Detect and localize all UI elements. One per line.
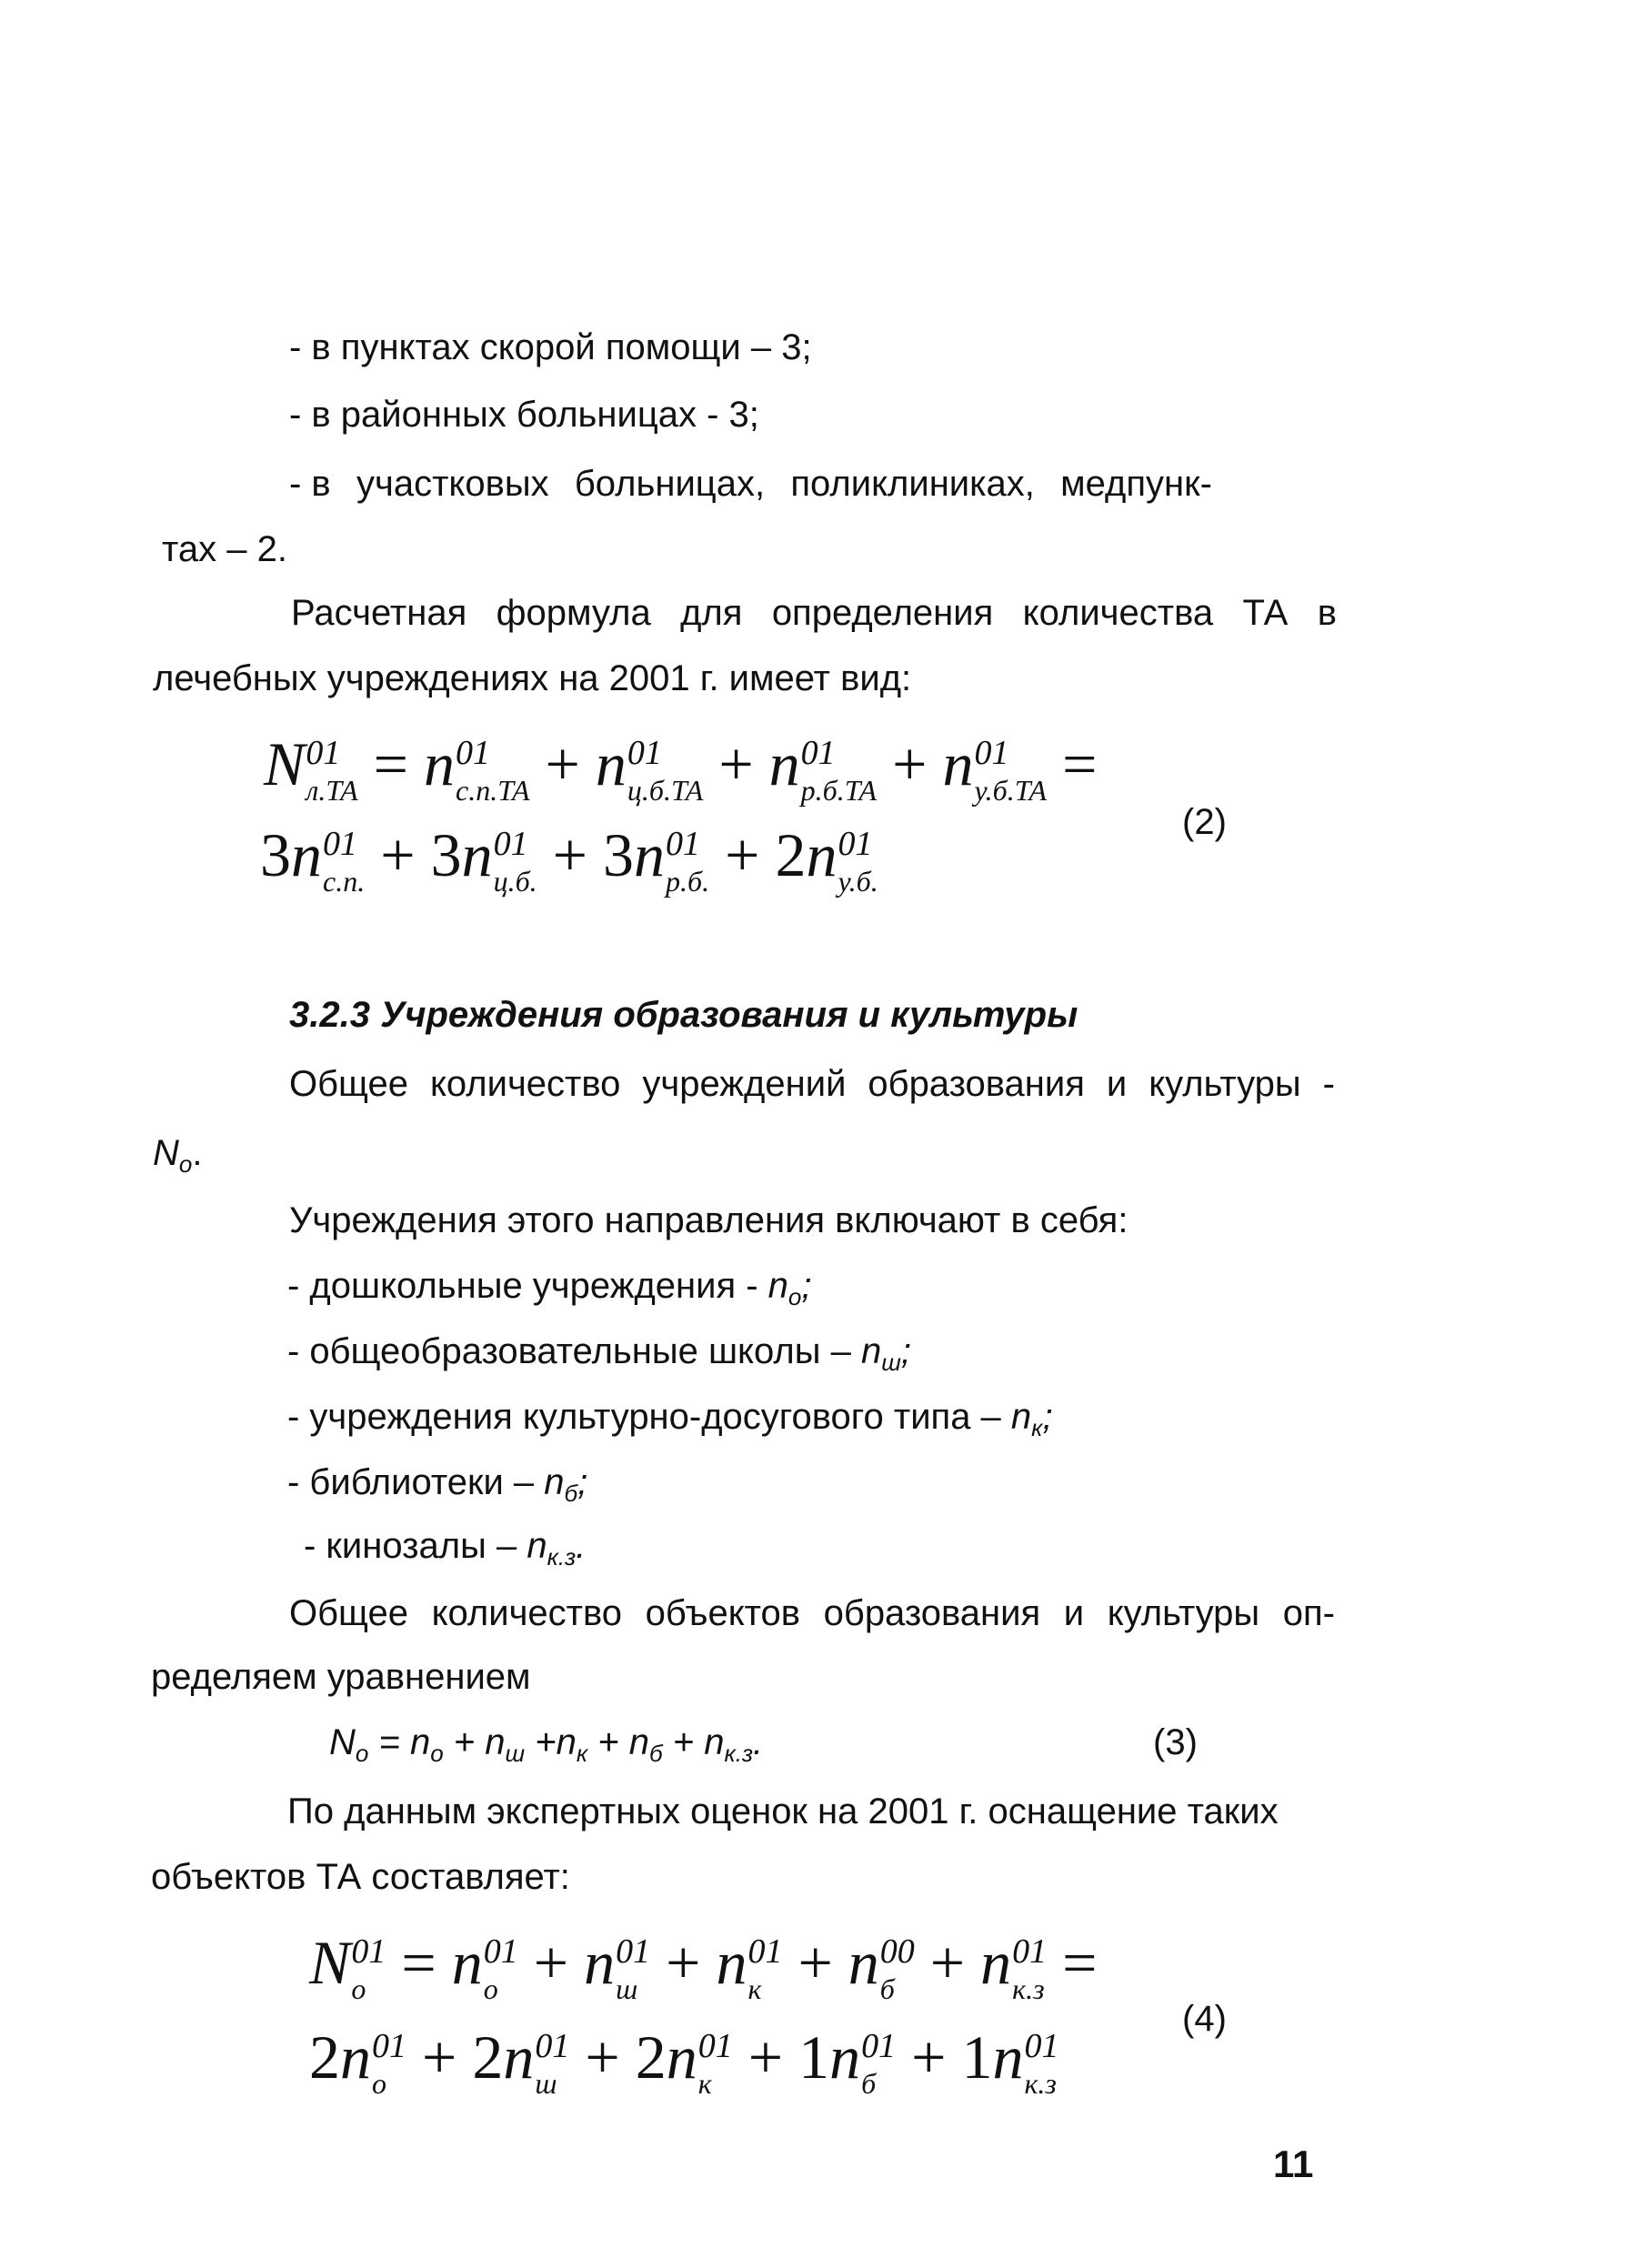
variable: n: [704, 1722, 725, 1762]
paragraph: Расчетная формула для определения количества ТА в: [291, 593, 1337, 633]
subscript: к.з: [1012, 1972, 1045, 2006]
subscript: o: [430, 1740, 444, 1767]
variable: n: [716, 1928, 747, 1997]
subscript: л.ТА: [306, 774, 358, 808]
paragraph-line: ределяем уравнением: [151, 1657, 531, 1697]
page-number: 11: [1273, 2143, 1314, 2185]
variable: n: [942, 729, 974, 798]
superscript: 01: [493, 825, 528, 864]
variable: n: [584, 1928, 616, 1997]
operator: +: [365, 820, 431, 889]
superscript: 01: [697, 2027, 733, 2066]
indices: [494, 827, 537, 896]
paragraph: Общее количество объектов образования и культуры оп-: [289, 1593, 1335, 1633]
superscript: 01: [800, 734, 836, 773]
subscript: у.б.ТА: [974, 774, 1048, 808]
indices: [351, 1932, 386, 2006]
variable: N: [329, 1722, 356, 1762]
list-item: - учреждения культурно-досугового типа – $n_к$;: [287, 1397, 1053, 1441]
variable: n: [992, 2022, 1024, 2092]
variable: n: [291, 820, 322, 889]
term: [980, 1928, 1048, 2006]
superscript: 01: [351, 1932, 386, 1972]
list-item: - в участковых больницах, поликлиниках, медпунк-: [289, 464, 1212, 504]
subscript: р.б.: [666, 865, 710, 898]
operator: +: [732, 2022, 799, 2092]
indices: [974, 734, 1048, 808]
subscript: к: [576, 1740, 588, 1767]
list-item: - в пунктах скорой помощи – 3;: [289, 327, 812, 367]
subscript: к.з: [724, 1740, 754, 1767]
indices: [456, 734, 530, 808]
subscript: ц.б.ТА: [627, 774, 704, 808]
variable-label: $N_o$.: [153, 1133, 203, 1178]
list-item: - кинозалы – $n_{к.з}$.: [304, 1526, 587, 1571]
coefficient: 2: [775, 820, 807, 889]
indices: [483, 1932, 518, 2006]
variable: N: [309, 1928, 351, 1997]
coefficient: 3: [260, 820, 291, 889]
indices: [323, 827, 365, 896]
list-item: - дошкольные учреждения - $n_o$;: [287, 1266, 812, 1310]
operator: =: [368, 1722, 410, 1762]
operator: +: [569, 2022, 636, 2092]
indices: [800, 734, 878, 808]
coefficient: 3: [430, 820, 462, 889]
operator: +: [517, 1928, 585, 1997]
list-item: - библиотеки – $n_б$;: [287, 1462, 588, 1507]
indices: [666, 827, 709, 896]
subscript: р.б.ТА: [800, 774, 878, 808]
superscript: 01: [323, 825, 357, 864]
superscript: 01: [666, 825, 701, 864]
variable: n: [340, 2022, 371, 2092]
paragraph: Общее количество учреждений образования и культуры -: [289, 1064, 1335, 1104]
superscript: 01: [456, 734, 490, 773]
equation-number: (4): [1182, 1999, 1227, 2039]
indices: [372, 2027, 406, 2101]
superscript: 01: [483, 1932, 518, 1972]
subscript: б: [861, 2067, 877, 2101]
variable: n: [424, 729, 455, 798]
subscript: б: [648, 1740, 663, 1767]
paragraph-line: объектов ТА составляет:: [151, 1857, 570, 1897]
equation-2-line-1: [264, 728, 1113, 808]
variable: n: [628, 1722, 649, 1762]
term: [942, 729, 1048, 808]
punctuation: .: [753, 1722, 764, 1762]
variable: n: [829, 2022, 861, 2092]
superscript: 01: [1012, 1932, 1048, 1972]
subscript: с.п.: [323, 865, 366, 898]
operator: =: [357, 729, 424, 798]
indices: [861, 2027, 897, 2101]
coefficient: 1: [961, 2022, 993, 2092]
indices: [1024, 2027, 1059, 2101]
superscript: 01: [616, 1932, 651, 1972]
operator: +: [877, 729, 943, 798]
variable: n: [980, 1928, 1012, 1997]
operator: +: [406, 2022, 473, 2092]
variable: n: [556, 1722, 577, 1762]
variable: n: [503, 2022, 535, 2092]
superscript: 01: [306, 734, 341, 773]
term: [848, 1928, 915, 2006]
term: [451, 1928, 518, 2006]
equation-4-line-1: [309, 1926, 1113, 2006]
variable: n: [409, 1722, 431, 1762]
equation-3: [329, 1721, 763, 1775]
term: [768, 729, 878, 808]
lhs-term: [309, 1928, 386, 2006]
operator: =: [1047, 1928, 1113, 1997]
indices: [627, 734, 704, 808]
superscript: 01: [627, 734, 662, 773]
coefficient: 3: [603, 820, 635, 889]
equation-number: (3): [1153, 1722, 1198, 1762]
indices: [838, 827, 878, 896]
subscript: ц.б.: [493, 865, 537, 898]
term: [635, 2022, 733, 2101]
subscript: ш: [535, 2067, 557, 2101]
operator: +: [529, 729, 596, 798]
term: [798, 2022, 897, 2101]
superscript: 01: [838, 825, 873, 864]
operator: +: [896, 2022, 962, 2092]
paragraph-line: лечебных учреждениях на 2001 г. имеет вид:: [153, 658, 912, 698]
variable: n: [848, 1928, 879, 1997]
subscript: o: [351, 1972, 366, 2006]
term: [260, 820, 366, 898]
variable: n: [461, 820, 493, 889]
operator: =: [1047, 729, 1113, 798]
list-item: - в районных больницах - 3;: [289, 395, 759, 435]
variable: n: [806, 820, 838, 889]
indices: [747, 1932, 783, 2006]
subscript: ш: [505, 1740, 526, 1767]
superscript: 01: [861, 2027, 897, 2066]
paragraph: По данным экспертных оценок на 2001 г. оснащение таких: [287, 1791, 1279, 1831]
subscript: ш: [616, 1972, 638, 2006]
coefficient: 2: [309, 2022, 340, 2092]
term: [603, 820, 710, 898]
operator: +: [703, 729, 769, 798]
term: [716, 1928, 783, 2006]
operator: +: [650, 1928, 717, 1997]
term: [595, 729, 704, 808]
variable: N: [264, 729, 306, 798]
equation-4-line-2: [309, 2021, 1059, 2101]
equation-2-line-2: [260, 818, 878, 896]
superscript: 00: [879, 1932, 915, 1972]
indices: [697, 2027, 733, 2101]
subscript: к: [697, 2067, 712, 2101]
subscript: у.б.: [838, 865, 878, 898]
subscript: с.п.ТА: [456, 774, 530, 808]
subscript: o: [372, 2067, 386, 2101]
list-item-continuation: тах – 2.: [162, 529, 287, 569]
variable: n: [768, 729, 800, 798]
operator: +: [587, 1722, 629, 1762]
subscript: o: [355, 1740, 369, 1767]
subscript: б: [879, 1972, 895, 2006]
list-item: - общеобразовательные школы – $n_ш$;: [287, 1331, 911, 1376]
operator: +: [662, 1722, 705, 1762]
term: [472, 2022, 570, 2101]
operator: +: [525, 1722, 557, 1762]
variable: n: [595, 729, 627, 798]
superscript: 01: [535, 2027, 570, 2066]
operator: =: [386, 1928, 452, 1997]
lhs-term: [264, 729, 358, 808]
operator: +: [914, 1928, 981, 1997]
indices: [306, 734, 358, 808]
superscript: 01: [372, 2027, 406, 2066]
section-heading: 3.2.3 Учреждения образования и культуры: [289, 995, 1078, 1035]
indices: [879, 1932, 915, 2006]
subscript: o: [483, 1972, 498, 2006]
equation-number: (2): [1182, 802, 1227, 842]
coefficient: 2: [472, 2022, 504, 2092]
operator: +: [537, 820, 604, 889]
indices: [1012, 1932, 1048, 2006]
term: [961, 2022, 1059, 2101]
operator: +: [709, 820, 776, 889]
term: [424, 729, 530, 808]
superscript: 01: [974, 734, 1009, 773]
operator: +: [782, 1928, 848, 1997]
superscript: 01: [1024, 2027, 1059, 2066]
subscript: к.з: [1024, 2067, 1057, 2101]
variable: n: [666, 2022, 697, 2092]
variable: n: [451, 1928, 483, 1997]
subscript: к: [747, 1972, 762, 2006]
term: [430, 820, 537, 898]
operator: +: [443, 1722, 486, 1762]
term: [584, 1928, 651, 2006]
indices: [535, 2027, 570, 2101]
variable: n: [634, 820, 666, 889]
superscript: 01: [747, 1932, 783, 1972]
paragraph: Учреждения этого направления включают в себя:: [289, 1200, 1128, 1240]
variable: n: [485, 1722, 506, 1762]
coefficient: 2: [635, 2022, 667, 2092]
term: [775, 820, 878, 898]
indices: [616, 1932, 651, 2006]
term: [309, 2022, 406, 2101]
coefficient: 1: [798, 2022, 830, 2092]
